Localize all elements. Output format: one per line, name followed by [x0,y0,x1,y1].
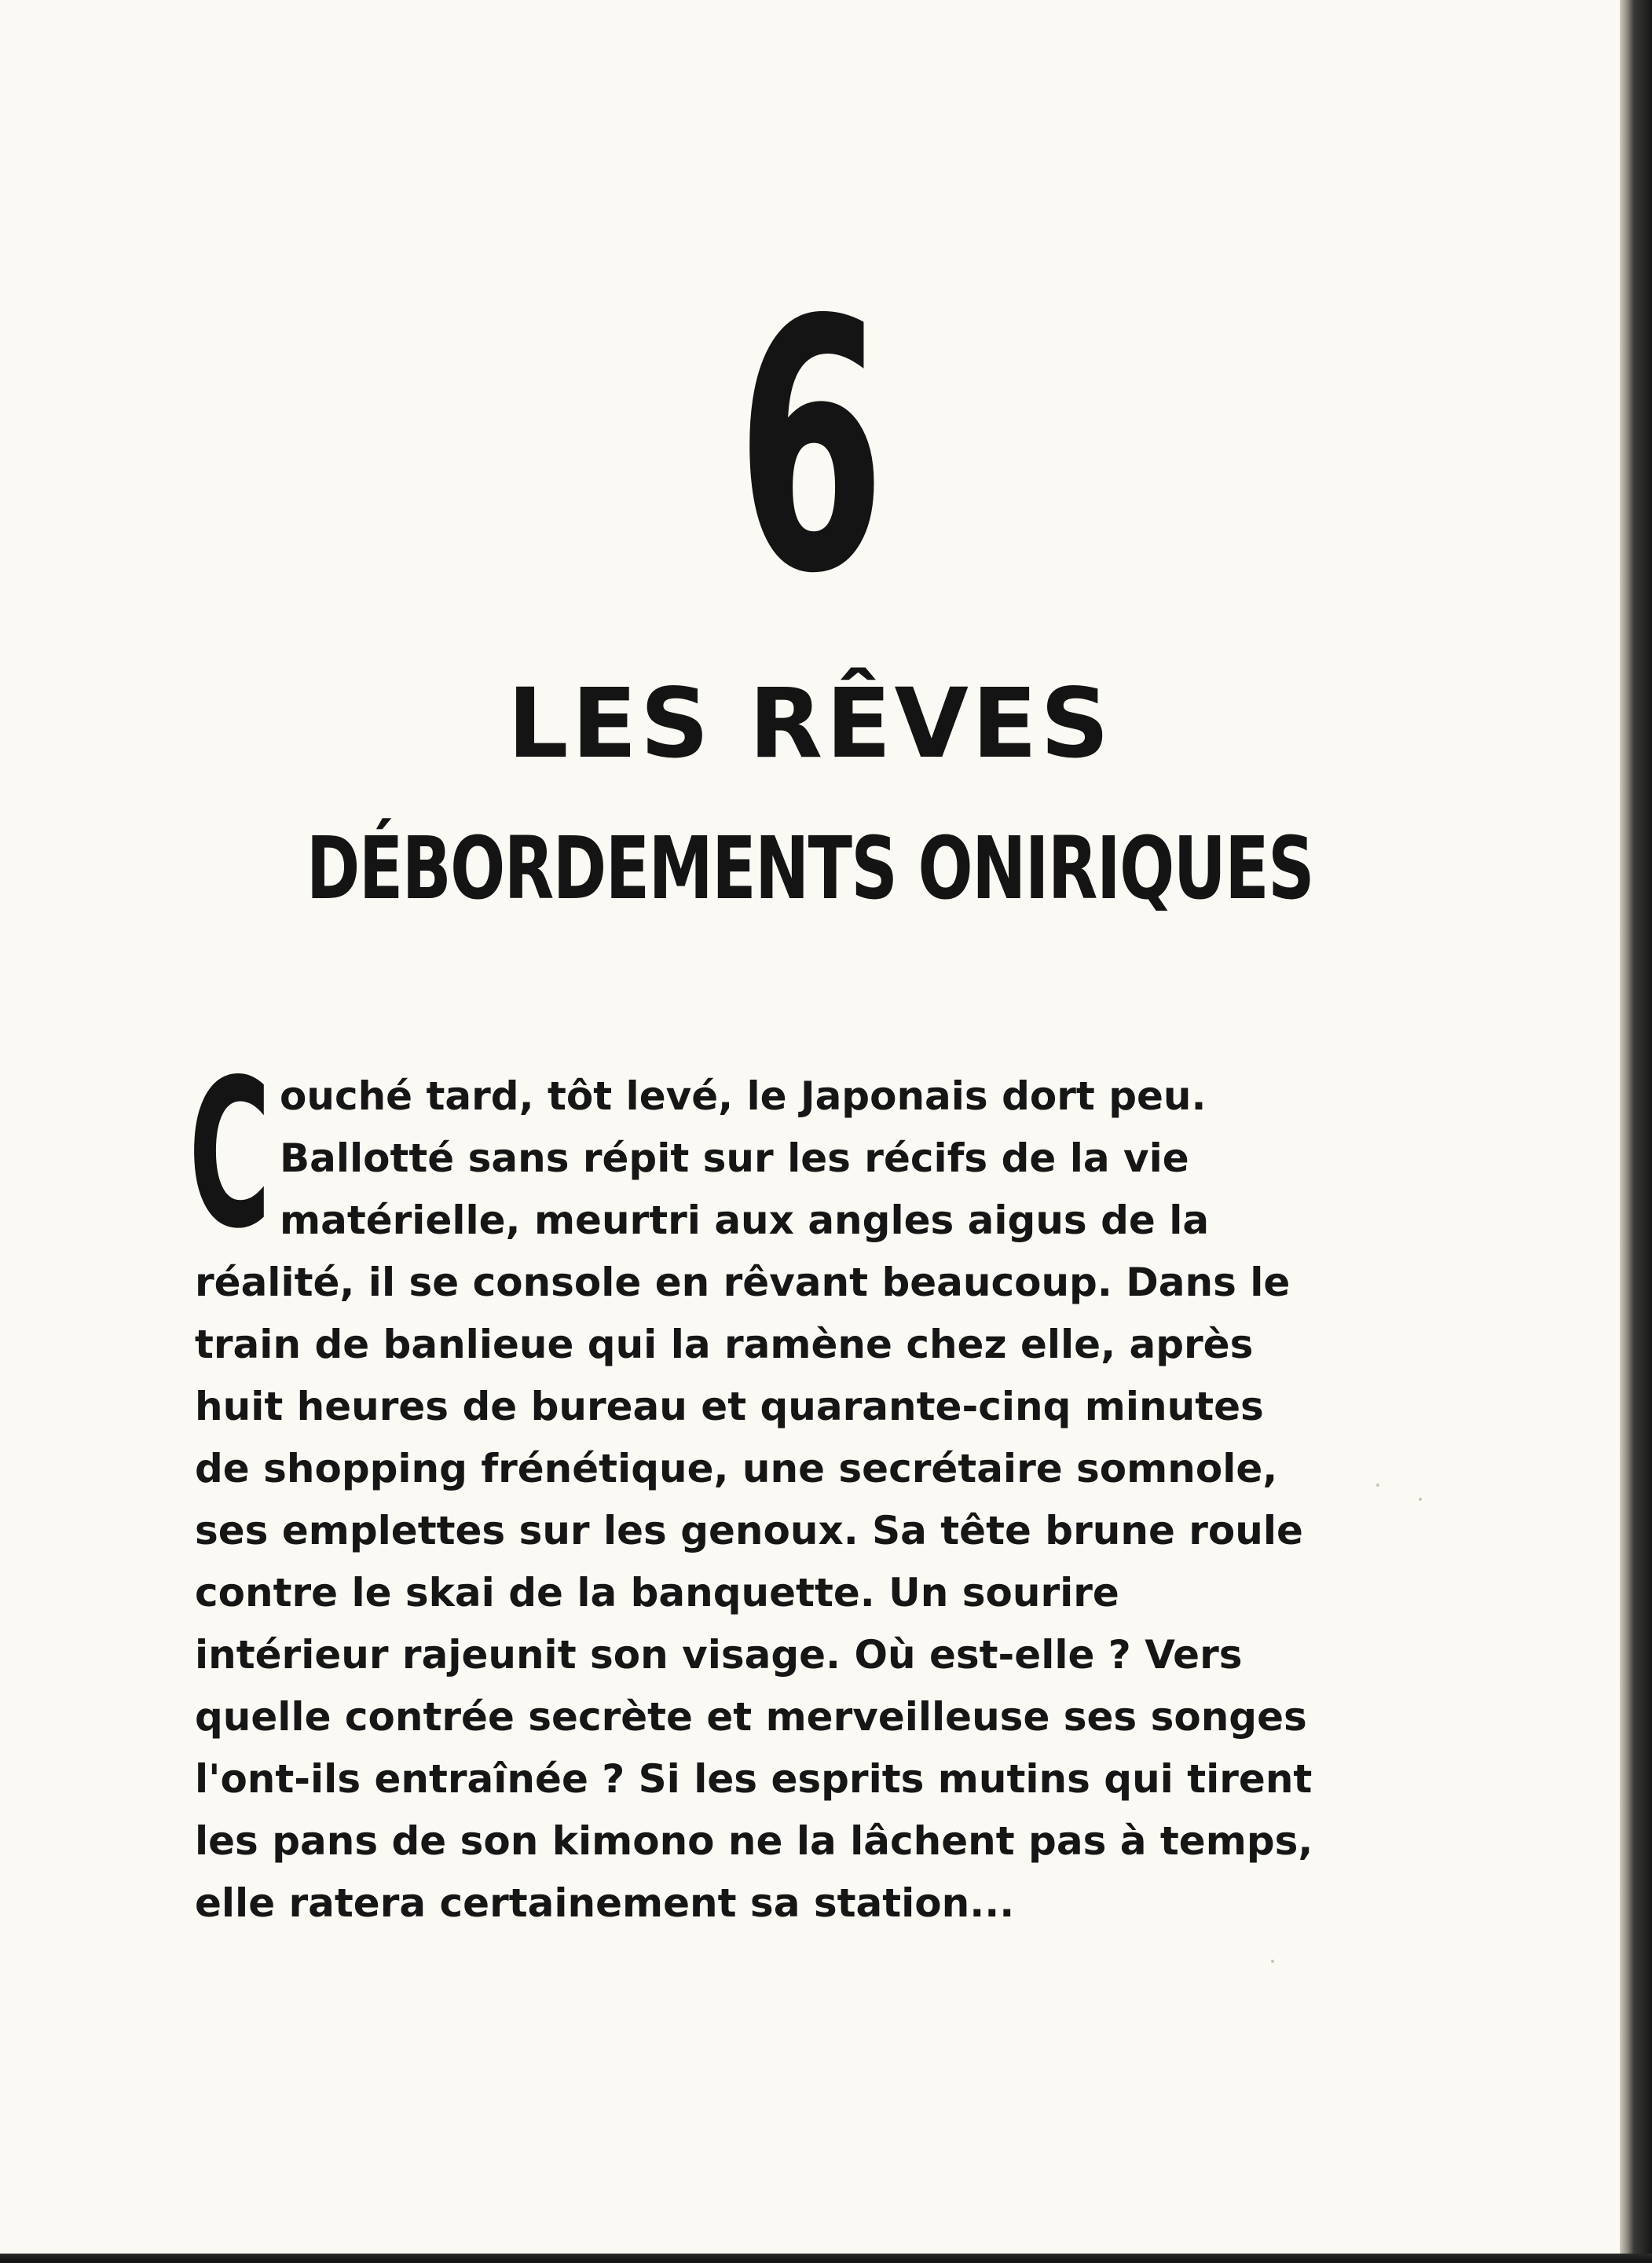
paper-speck [1419,1498,1422,1501]
drop-cap: C [189,1036,271,1274]
page-edge-shadow [1620,0,1652,2263]
chapter-subtitle: DÉBORDEMENTS ONIRIQUES [306,818,1314,919]
body-text: ouché tard, tôt levé, le Japonais dort peu. Ballotté sans répit sur les récifs de la vie matérielle, meurtri aux angles aigus de la réalité, il se console en rêvant beaucoup. Dans le train de banlieue qui la ramène chez elle, après huit heures de bureau et quarante-cinq minutes de shopping frénétique, une secrétaire somnole, ses emplettes sur les genoux. Sa tête brune roule contre le skai de la banquette. Un sourire intérieur rajeunit son visage. Où est-elle ? Vers quelle contrée secrète et merveilleuse ses songes l'ont-ils entraînée ? Si les esprits mutins qui tirent les pans de son kimono ne la lâchent pas à temps, elle ratera certainement sa station... [195,1073,1313,1926]
paper-speck [1376,1484,1379,1487]
chapter-number: 6 [736,247,884,649]
page-bottom-edge [0,2254,1652,2263]
body-paragraph [189,1036,1326,1935]
chapter-title: LES RÊVES [507,668,1113,779]
paper-speck [1271,1960,1274,1963]
